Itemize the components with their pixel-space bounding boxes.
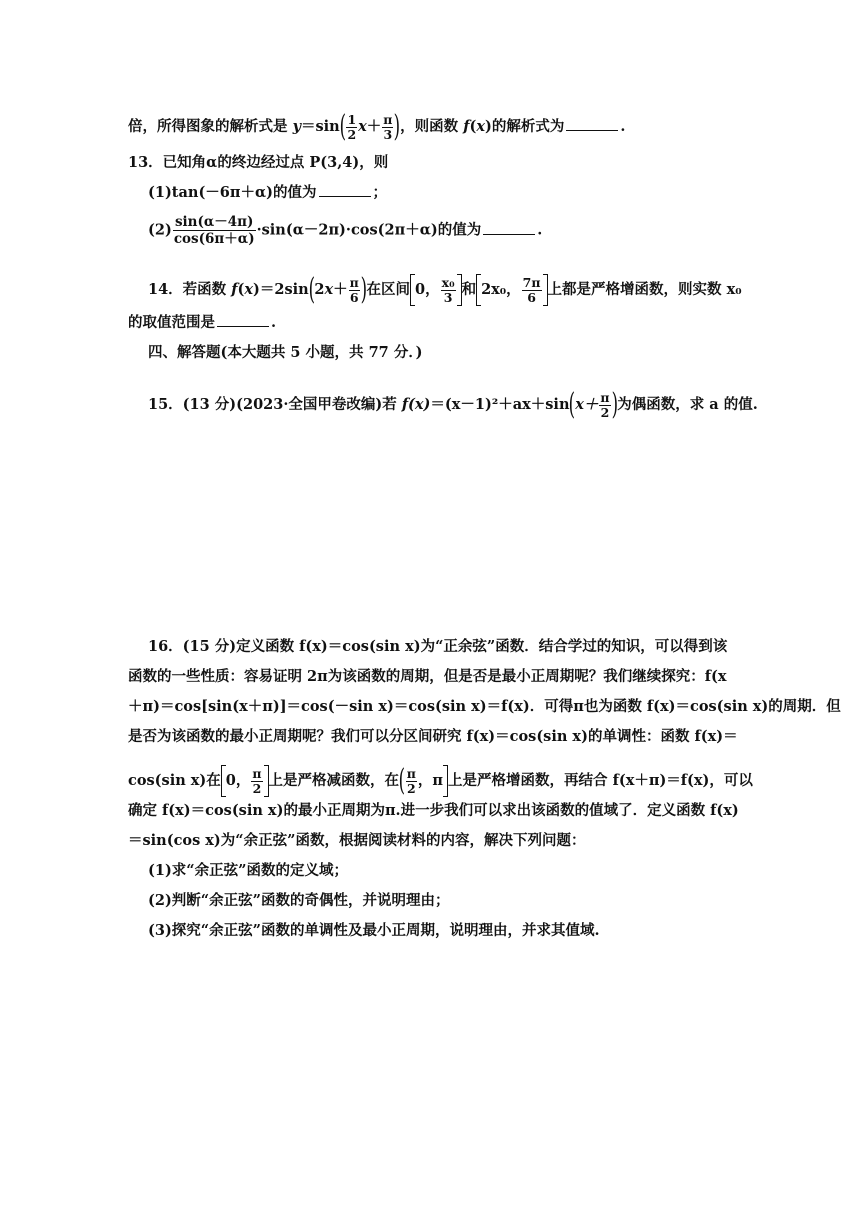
q13-stem: 13．已知角α的终边经过点 P(3,4)，则 [128,154,389,171]
q16-line3: ＋π)＝cos[sin(x＋π)]＝cos(－sin x)＝cos(sin x)＝f(x)．可得π也为函数 f(x)＝cos(sin x)的周期．但 [128,698,841,715]
q16-part1: (1)求“余正弦”函数的定义域； [148,862,348,879]
q13-part1: (1)tan(－6π＋α)的值为 ； [148,184,388,201]
q14-line1: 14．若函数 f(x)＝2sin(2x＋ $\frac{\pi}{6}$ )在区间 0， $\frac{\text{x₀}}{3}$ 和 2x₀， $\frac{7\pi}{6}$ 上都是严格增函数，则实数 x₀ [148,272,742,307]
answer-blank[interactable] [217,312,269,327]
q16-line6: 确定 f(x)＝cos(sin x)的最小正周期为π.进一步我们可以求出该函数的值域了．定义函数 f(x) [128,802,739,819]
fraction-pi-sixth: $\frac{\pi}{6}$ [349,274,359,305]
q16-part3: (3)探究“余正弦”函数的单调性及最小正周期，说明理由，并求其值域. [148,922,600,939]
fraction-one-half: $\frac{1}{2}$ [347,111,357,142]
q16-line2: 函数的一些性质：容易证明 2π为该函数的周期，但是否是最小正周期呢？我们继续探究：f(x [128,668,727,685]
q16-line4: 是否为该函数的最小正周期呢？我们可以分区间研究 f(x)＝cos(sin x)的单调性：函数 f(x)＝ [128,728,738,745]
q13-part2: (2) $\frac{\sin(\alpha-4\pi)}{\cos(6\pi+\alpha)}$ ·sin(α－2π)·cos(2π＋α)的值为 . [148,214,543,247]
fraction-pi-third: $\frac{\pi}{3}$ [383,111,393,142]
q12-tail-line: 倍，所得图象的解析式是 y＝sin( $\frac{1}{2}$ x＋ $\frac{\pi}{3}$ )，则函数 f(x)的解析式为 . [128,109,626,144]
answer-blank[interactable] [483,220,535,235]
q16-line5: cos(sin x)在 0， $\frac{\pi}{2}$ 上是严格减函数，在( $\frac{\pi}{2}$ ，π 上是严格增函数，再结合 f(x＋π)＝f(x)，可以 [128,763,753,798]
q13-fraction: $\frac{\sin(\alpha-4\pi)}{\cos(6\pi+\alpha)}$ [173,214,255,247]
answer-blank[interactable] [319,182,371,197]
q16-line7: ＝sin(cos x)为“余正弦”函数，根据阅读材料的内容，解决下列问题： [128,832,586,849]
q16-part2: (2)判断“余正弦”函数的奇偶性，并说明理由； [148,892,450,909]
fraction-pi-half: $\frac{\pi}{2}$ [600,389,610,420]
q14-line2: 的取值范围是 . [128,314,277,331]
answer-blank[interactable] [566,116,618,131]
section-heading: 四、解答题(本大题共 5 小题，共 77 分．) [148,344,423,361]
q15-line: 15．(13 分)(2023·全国甲卷改编)若 f(x)＝(x－1)²＋ax＋sin(x＋ $\frac{\pi}{2}$ )为偶函数，求 a 的值. [148,387,758,422]
q16-line1: 16．(15 分)定义函数 f(x)＝cos(sin x)为“正余弦”函数．结合学过的知识，可以得到该 [148,638,728,655]
